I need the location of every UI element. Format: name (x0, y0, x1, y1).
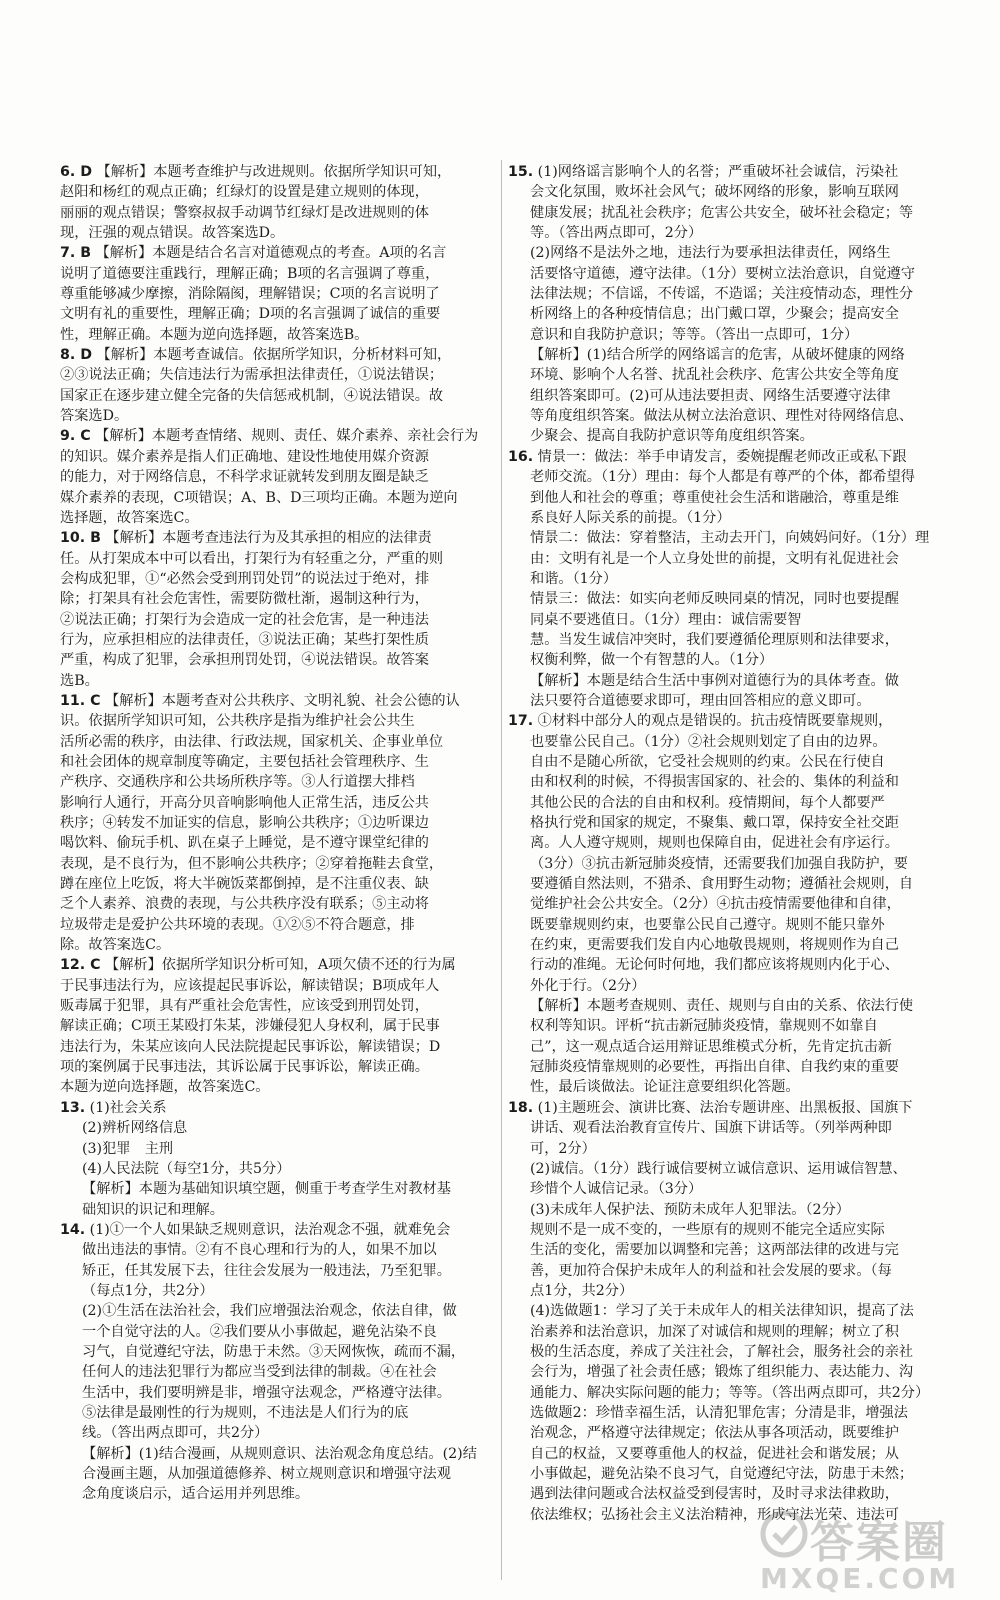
answer-line (508, 1077, 932, 1097)
answer-text: 产秩序、交通秩序和公共场所秩序等。③人行道摆大排档 (60, 774, 415, 791)
answer-text: 违法行为，朱某应该向人民法院提起民事诉讼，解读错误；D (60, 1038, 441, 1055)
answer-line (508, 1240, 932, 1260)
answer-text: (4)人民法院（每空1分，共5分） (82, 1160, 291, 1177)
answer-text: 础知识的识记和理解。 (82, 1201, 224, 1218)
answer-text: 合漫画主题，从加强道德修养、树立规则意识和增强守法观 (82, 1466, 451, 1482)
answer-text: 性，理解正确。本题为逆向选择题，故答案选B。 (60, 326, 369, 343)
answer-line (508, 1403, 932, 1423)
answer-text: (2)网络不是法外之地，违法行为要承担法律责任，网络生 (530, 245, 891, 262)
answer-text: 组织答案即可。(2)可从违法要担责、网络生活要遵守法律 (530, 387, 891, 404)
answer-line (60, 630, 498, 650)
answer-line (60, 610, 498, 630)
answer-line (508, 1098, 932, 1118)
answer-text: 选做题2：珍惜幸福生活，认清犯罪危害；分清是非，增强法 (530, 1404, 908, 1421)
answer-text: 除。故答案选C。 (60, 937, 171, 954)
answer-line (60, 732, 498, 752)
answer-line (508, 610, 932, 630)
answer-text: 媒介素养的表现，C项错误；A、B、D三项均正确。本题为逆向 (60, 489, 458, 506)
answer-line (508, 203, 932, 223)
answer-line (508, 426, 932, 446)
answer-text: 解读正确；C项王某殴打朱某，涉嫌侵犯人身权利，属于民事 (60, 1018, 440, 1035)
answer-line (60, 365, 498, 385)
answer-line (60, 284, 498, 304)
answer-line (508, 365, 932, 385)
answer-text: 和社会团体的规章制度等确定，主要包括社会管理秩序、生 (60, 753, 429, 770)
answer-text: 情景三：做法：如实向老师反映同桌的情况，同时也要提醒 (530, 591, 899, 608)
answer-text: 也要靠公民自己。（1分）②社会规则划定了自由的边界。 (530, 733, 887, 750)
watermark-brand: 答案圈 (810, 1517, 948, 1568)
answer-line (60, 1423, 498, 1443)
answer-text: 讲话、观看法治教育宣传片、国旗下讲话等。（列举两种即 (530, 1120, 892, 1137)
question-number: 11. C (60, 692, 101, 709)
column-divider (501, 160, 502, 1580)
answer-line (60, 1037, 498, 1057)
answer-line (508, 874, 932, 894)
answer-text: 点1分，共2分） (530, 1282, 634, 1299)
answer-line (508, 1159, 932, 1179)
answer-text: ①材料中部分人的观点是错误的。抗击疫情既要靠规则， (537, 713, 893, 730)
answer-text: 和谐。（1分） (530, 570, 618, 587)
answer-text: 离。人人遵守规则，规则也保障自由，促进社会有序运行。 (530, 835, 899, 852)
answer-line (508, 508, 932, 528)
answer-line (60, 915, 498, 935)
answer-line (60, 162, 498, 182)
answer-line (60, 1281, 498, 1301)
answer-text: 【解析】本题考查违法行为及其承担的相应的法律责 (105, 530, 432, 547)
answer-line (508, 386, 932, 406)
answer-text: 蹲在座位上吃饭，将大半碗饭菜都倒掉，是不注重仪表、缺 (60, 876, 429, 893)
answer-text: 国家正在逐步建立健全完备的失信惩戒机制，④说法错误。故 (60, 387, 444, 404)
answer-text: 选择题，故答案选C。 (60, 509, 199, 526)
answer-text: （3分）③抗击新冠肺炎疫情，还需要我们加强自我防护，要 (530, 855, 908, 872)
answer-text: 垃圾带走是爱护公共环境的表现。①②⑤不符合题意，排 (60, 916, 415, 933)
answer-text: 活要恪守道德，遵守法律。（1分）要树立法治意识，自觉遵守 (530, 265, 915, 282)
answer-text: 的知识。媒介素养是指人们正确地、建设性地使用媒介资源 (60, 448, 429, 465)
answer-text: 秩序；④转发不加证实的信息，影响公共秩序；①边听课边 (60, 815, 429, 831)
answer-line (60, 528, 498, 548)
answer-text: 等角度组织答案。做法从树立法治意识、理性对待网络信息、 (530, 408, 914, 425)
answer-line (60, 1118, 498, 1138)
question-number: 14. (60, 1221, 86, 1238)
answer-text: 要遵循自然法则，不猎杀、食用野生动物；遵循社会规则，自 (530, 876, 914, 893)
answer-line (508, 894, 932, 914)
answer-line (60, 467, 498, 487)
answer-text: 的能力，对于网络信息，不科学求证就转发到朋友圈是缺乏 (60, 469, 429, 486)
answer-line (508, 996, 932, 1016)
answer-line (60, 691, 498, 711)
answer-line (60, 223, 498, 243)
answer-line (508, 1362, 932, 1382)
answer-text: 同桌不要逃值日。（1分）理由：诚信需要智 (530, 611, 802, 628)
answer-line (508, 732, 932, 752)
answer-line (508, 1383, 932, 1403)
answer-text: 答案选D。 (60, 408, 129, 425)
answer-text: 在约束，更需要我们发自内心地敬畏规则，将规则作为自己 (530, 937, 899, 954)
answer-line (60, 1362, 498, 1382)
answer-text: 环境、影响个人名誉、扰乱社会秩序、危害公共安全等角度 (530, 367, 899, 384)
answer-line (508, 711, 932, 731)
answer-text: (4)选做题1：学习了关于未成年人的相关法律知识，提高了法 (530, 1303, 914, 1320)
answer-text: ⑤法律是最刚性的行为规则，不违法是人们行为的底 (82, 1404, 409, 1421)
answer-text: 觉维护社会公共安全。（2分）④抗击疫情需要他律和自律， (530, 896, 901, 913)
answer-text: 小事做起，避免沾染不良习气，自觉遵纪守法，防患于未然； (530, 1466, 914, 1482)
answer-line (508, 650, 932, 670)
answer-line (60, 304, 498, 324)
answer-text: 【解析】本题考查规则、责任、规则与自由的关系、依法行使 (530, 998, 914, 1015)
answer-text: 情景二：做法：穿着整洁，主动去开门，向姨妈问好。（1分）理 (530, 530, 930, 547)
answer-text: 【解析】本题考查诚信。依据所学知识，分析材料可知， (96, 347, 452, 364)
answer-text: 行动的准绳。无论何时何地，我们都应该将规则内化于心、 (530, 957, 899, 974)
answer-line (508, 1016, 932, 1036)
answer-line (508, 284, 932, 304)
answer-line (508, 1444, 932, 1464)
answer-line (60, 1077, 498, 1097)
answer-line (508, 935, 932, 955)
answer-text: 【解析】本题是结合生活中事例对道德行为的具体考查。做 (530, 672, 899, 689)
answer-line (60, 772, 498, 792)
answer-text: 活所必需的秩序，由法律、行政法规，国家机关、企事业单位 (60, 733, 444, 750)
answer-line (60, 996, 498, 1016)
question-number: 17. (508, 713, 534, 730)
answer-text: 项的案例属于民事违法，其诉讼属于民事诉讼，解读正确。 (60, 1059, 429, 1076)
answer-text: 现，汪强的观点错误。故答案选D。 (60, 225, 285, 242)
answer-line (508, 1484, 932, 1504)
answer-line (508, 467, 932, 487)
answer-text: 矫正，任其发展下去，往往会发展为一般违法，乃至犯罪。 (82, 1262, 451, 1279)
answer-line (60, 203, 498, 223)
answer-text: 识。依据所学知识可知，公共秩序是指为维护社会公共生 (60, 713, 415, 730)
answer-text: 影响行人通行，开高分贝音响影响他人正常生活，违反公共 (60, 794, 429, 811)
answer-text: 文明有礼的重要性，理解正确；D项的名言强调了诚信的重要 (60, 306, 441, 323)
answer-line (508, 772, 932, 792)
question-number: 7. B (60, 245, 92, 262)
answer-line (60, 793, 498, 813)
answer-text: (2)诚信。（1分）践行诚信要树立诚信意识、运用诚信智慧、 (530, 1160, 907, 1177)
right-column (508, 162, 932, 1525)
answer-line (508, 1342, 932, 1362)
answer-line (508, 1301, 932, 1321)
answer-line (60, 1159, 498, 1179)
answer-line (60, 813, 498, 833)
answer-text: 本题为逆向选择题，故答案选C。 (60, 1079, 270, 1096)
answer-line (60, 1444, 498, 1464)
answer-text: 【解析】本题是结合名言对道德观点的考查。A项的名言 (95, 245, 447, 262)
answer-line (508, 1179, 932, 1199)
answer-line (60, 1322, 498, 1342)
answer-text: 自由不是随心所欲，它受社会规则的约束。公民在行使自 (530, 753, 885, 770)
answer-line (508, 1423, 932, 1443)
answer-line (508, 447, 932, 467)
answer-text: 规则不是一成不变的，一些原有的规则不能完全适应实际 (530, 1221, 885, 1238)
answer-line (60, 1240, 498, 1260)
answer-text: 既要靠规则约束，也要靠公民自己遵守。规则不能只靠外 (530, 916, 885, 933)
answer-line (60, 426, 498, 446)
answer-text: 线。（答出两点即可，共2分） (82, 1425, 269, 1442)
answer-text: 己”，这一观点适合运用辩证思维模式分析，先肯定抗击新 (530, 1038, 892, 1055)
answer-text: (1)①一个人如果缺乏规则意识，法治观念不强，就难免会 (89, 1221, 451, 1238)
answer-line (60, 894, 498, 914)
answer-line (508, 223, 932, 243)
answer-text: 【解析】本题为基础知识填空题，侧重于考查学生对教材基 (82, 1181, 451, 1198)
answer-text: 会文化氛围，败坏社会风气；破坏网络的形象，影响互联网 (530, 184, 899, 201)
answer-line (60, 1383, 498, 1403)
answer-line (508, 304, 932, 324)
answer-text: 会行为，增强了社会责任感；锻炼了组织能力、表达能力、沟 (530, 1364, 914, 1381)
answer-text: 做出违法的事情。②有不良心理和行为的人，如果不加以 (82, 1242, 437, 1259)
answer-line (60, 182, 498, 202)
answer-line (508, 549, 932, 569)
answer-line (60, 1484, 498, 1504)
answer-text: 由：文明有礼是一个人立身处世的前提，文明有礼促进社会 (530, 550, 899, 567)
answer-line (60, 264, 498, 284)
answer-text: 喝饮料、偷玩手机、趴在桌子上睡觉，是不遵守课堂纪律的 (60, 835, 429, 852)
answer-text: 遇到法律问题或合法权益受到侵害时，及时寻求法律救助， (530, 1486, 899, 1503)
answer-line (60, 1139, 498, 1159)
answer-line (508, 1220, 932, 1240)
answer-line (60, 976, 498, 996)
question-number: 6. D (60, 164, 92, 180)
answer-line (60, 711, 498, 731)
answer-line (508, 1037, 932, 1057)
answer-line (60, 1179, 498, 1199)
answer-text: 一个自觉守法的人。②我们要从小事做起，避免沾染不良 (82, 1323, 437, 1340)
answer-text: 除；打架具有社会危害性，需要防微杜渐，遏制这种行为， (60, 591, 429, 608)
answer-text: 冠肺炎疫情靠规则的必要性，再指出自律、自我约束的重要 (530, 1059, 899, 1076)
answer-text: 少聚会、提高自我防护意识等角度组织答案。 (530, 428, 814, 445)
answer-line (60, 447, 498, 467)
answer-text: 性，最后谈做法。论证注意要组织化答题。 (530, 1079, 800, 1096)
answer-line (508, 589, 932, 609)
answer-text: 珍惜个人诚信记录。（3分） (530, 1181, 703, 1198)
answer-text: (2)①生活在法治社会，我们应增强法治观念，依法自律，做 (82, 1303, 457, 1320)
answer-text: (3)犯罪 主刑 (82, 1140, 174, 1157)
answer-line (508, 955, 932, 975)
answer-line (508, 182, 932, 202)
answer-line (508, 752, 932, 772)
answer-line (508, 1281, 932, 1301)
answer-text: 其他公民的合法的自由和权利。疫情期间，每个人都要严 (530, 794, 885, 811)
answer-line (508, 813, 932, 833)
answer-line (508, 1118, 932, 1138)
answer-text: 会构成犯罪，①“必然会受到刑罚处罚”的说法过于绝对，排 (60, 570, 430, 587)
answer-text: 情景一：做法：举手申请发言，委婉提醒老师改正或私下跟 (537, 448, 907, 465)
answer-text: 习气，自觉遵纪守法，防患于未然。③天网恢恢，疏而不漏， (82, 1343, 466, 1360)
answer-line (508, 833, 932, 853)
answer-line (508, 671, 932, 691)
answer-line (60, 1220, 498, 1240)
answer-line (60, 243, 498, 263)
answer-text: 慧。当发生诚信冲突时，我们要遵循伦理原则和法律要求， (530, 631, 899, 648)
answer-line (60, 1016, 498, 1036)
answer-text: 念角度谈启示，适合运用并列思维。 (82, 1486, 310, 1503)
answer-line (60, 549, 498, 569)
answer-text: 赵阳和杨红的观点正确；红绿灯的设置是建立规则的体现， (60, 184, 429, 201)
answer-line (60, 508, 498, 528)
answer-text: 意识和自我防护意识；等等。（答出一点即可，1分） (530, 326, 859, 343)
answer-text: 选B。 (60, 672, 99, 689)
left-column (60, 162, 498, 1505)
answer-text: 任何人的违法犯罪行为都应当受到法律的制裁。④在社会 (82, 1364, 437, 1381)
answer-text: (3)未成年人保护法、预防未成年人犯罪法。（2分） (530, 1201, 850, 1218)
answer-text: (1)网络谣言影响个人的名誉；严重破坏社会诚信，污染社 (537, 164, 899, 180)
answer-text: 【解析】本题考查对公共秩序、文明礼貌、社会公德的认 (105, 692, 460, 709)
question-number: 9. C (60, 428, 91, 445)
answer-line (60, 386, 498, 406)
question-number: 13. (60, 1099, 86, 1116)
answer-line (508, 1057, 932, 1077)
answer-text: 法只要符合道德要求即可，理由回答相应的意义即可。 (530, 692, 871, 709)
answer-line (60, 1342, 498, 1362)
answer-text: 健康发展；扰乱社会秩序；危害公共安全，破坏社会稳定；等 (530, 204, 914, 221)
question-number: 18. (508, 1099, 534, 1116)
answer-text: 治素养和法治意识，加深了对诚信和规则的理解；树立了积 (530, 1323, 899, 1340)
answer-text: 依法维权；弘扬社会主义法治精神，形成守法光荣、违法可 (530, 1506, 899, 1523)
answer-line (508, 325, 932, 345)
answer-text: 【解析】本题考查维护与改进规则。依据所学知识可知， (96, 164, 452, 180)
answer-line (508, 793, 932, 813)
answer-line (508, 488, 932, 508)
answer-line (60, 1301, 498, 1321)
answer-line (508, 1200, 932, 1220)
answer-text: 表现，是不良行为，但不影响公共秩序；②穿着拖鞋去食堂， (60, 855, 444, 872)
answer-line (60, 1200, 498, 1220)
watermark-url: MXQE.COM (760, 1562, 960, 1595)
answer-text: 格执行党和国家的规定，不聚集、戴口罩，保持安全社交距 (530, 815, 899, 831)
answer-line (60, 955, 498, 975)
answer-text: 自己的权益，又要尊重他人的权益，促进社会和谐发展；从 (530, 1445, 899, 1462)
answer-line (60, 325, 498, 345)
answer-line (508, 569, 932, 589)
answer-text: 于民事违法行为，应该提起民事诉讼，解读错误；B项成年人 (60, 977, 440, 994)
answer-text: 可，2分） (530, 1140, 596, 1157)
answer-text: ②说法正确；打架行为会造成一定的社会危害，是一种违法 (60, 611, 429, 628)
answer-line (60, 671, 498, 691)
question-number: 15. (508, 164, 534, 180)
answer-text: 法律法规；不信谣，不传谣，不造谣；关注疫情动态，理性分 (530, 286, 914, 303)
answer-text: (1)社会关系 (89, 1099, 167, 1116)
answer-text: 由和权利的时候，不得损害国家的、社会的、集体的利益和 (530, 774, 899, 791)
answer-text: 【解析】(1)结合漫画，从规则意识、法治观念角度总结。(2)结 (82, 1445, 477, 1462)
question-number: 8. D (60, 347, 92, 364)
answer-line (60, 1464, 498, 1484)
answer-text: (2)辨析网络信息 (82, 1120, 188, 1137)
answer-line (508, 854, 932, 874)
watermark-badge-icon (760, 1510, 808, 1562)
answer-text: 任。从打架成本中可以看出，打架行为有轻重之分，严重的则 (60, 550, 444, 567)
answer-line (508, 406, 932, 426)
answer-line (508, 630, 932, 650)
answer-text: 权利等知识。评析“抗击新冠肺炎疫情，靠规则不如靠自 (530, 1018, 878, 1035)
answer-text: 到他人和社会的尊重；尊重使社会生活和谐融洽，尊重是维 (530, 489, 899, 506)
answer-line (60, 833, 498, 853)
answer-text: 乏个人素养、浪费的表现，与公共秩序没有联系；⑤主动将 (60, 896, 429, 913)
answer-text: 治观念，严格遵守法律规定；依法从事各项活动，既要维护 (530, 1425, 899, 1442)
answer-text: 说明了道德要注重践行，理解正确；B项的名言强调了尊重， (60, 265, 440, 282)
answer-text: 通能力、解决实际问题的能力；等等。（答出两点即可，共2分） (530, 1384, 930, 1401)
answer-text: 外化于行。（2分） (530, 977, 646, 994)
answer-line (60, 569, 498, 589)
answer-line (508, 345, 932, 365)
answer-text: 尊重能够减少摩擦，消除隔阂，理解错误；C项的名言说明了 (60, 286, 440, 303)
answer-line (60, 854, 498, 874)
answer-line (60, 935, 498, 955)
answer-text: 严重，构成了犯罪，会承担刑罚处罚，④说法错误。故答案 (60, 652, 429, 669)
answer-line (60, 874, 498, 894)
answer-line (60, 488, 498, 508)
answer-line (508, 264, 932, 284)
question-number: 10. B (60, 530, 101, 547)
question-number: 12. C (60, 957, 101, 974)
answer-text: 极的生活态度，养成了关注社会，了解社会，服务社会的亲社 (530, 1343, 914, 1360)
answer-line (508, 162, 932, 182)
answer-line (60, 589, 498, 609)
answer-text: 生活的变化，需要加以调整和完善；这两部法律的改进与完 (530, 1242, 899, 1259)
answer-text: 善，更加符合保护未成年人的利益和社会发展的要求。（每 (530, 1262, 892, 1279)
answer-line (508, 528, 932, 548)
question-number: 16. (508, 448, 534, 465)
answer-text: 贩毒属于犯罪，具有严重社会危害性，应该受到刑罚处罚， (60, 998, 429, 1015)
answer-line (60, 1261, 498, 1281)
answer-line (60, 1403, 498, 1423)
answer-text: 系良好人际关系的前提。（1分） (530, 509, 731, 526)
answer-text: 丽丽的观点错误；警察叔叔手动调节红绿灯是改进规则的体 (60, 204, 429, 221)
answer-line (508, 1261, 932, 1281)
answer-line (60, 345, 498, 365)
answer-text: 老师交流。（1分）理由：每个人都是有尊严的个体，都希望得 (530, 469, 915, 486)
answer-text: 权衡利弊，做一个有智慧的人。（1分） (530, 652, 774, 669)
answer-text: 【解析】(1)结合所学的网络谣言的危害，从破坏健康的网络 (530, 347, 905, 364)
watermark-logo (756, 1504, 986, 1595)
answer-line (508, 1322, 932, 1342)
answer-line (60, 1098, 498, 1118)
answer-line (508, 1464, 932, 1484)
answer-text: 【解析】依据所学知识分析可知，A项欠债不还的行为属 (105, 957, 456, 974)
answer-line (508, 691, 932, 711)
answer-line (508, 915, 932, 935)
answer-line (508, 1139, 932, 1159)
answer-line (60, 406, 498, 426)
answer-line (508, 976, 932, 996)
answer-text: 等。（答出两点即可，2分） (530, 225, 703, 242)
answer-text: （每点1分，共2分） (82, 1282, 214, 1299)
answer-line (60, 650, 498, 670)
answer-line (508, 243, 932, 263)
answer-line (60, 752, 498, 772)
answer-text: 生活中，我们要明辨是非，增强守法观念，严格遵守法律。 (82, 1384, 451, 1401)
answer-text: 行为，应承担相应的法律责任，③说法正确；某些打架性质 (60, 631, 429, 648)
answer-text: (1)主题班会、演讲比赛、法治专题讲座、出黑板报、国旗下 (537, 1099, 913, 1116)
answer-text: ②③说法正确；失信违法行为需承担法律责任，①说法错误； (60, 367, 444, 384)
answer-line (60, 1057, 498, 1077)
answer-text: 【解析】本题考查情绪、规则、责任、媒介素养、亲社会行为 (95, 428, 479, 445)
answer-text: 析网络上的各种疫情信息；出门戴口罩，少聚会；提高安全 (530, 306, 899, 323)
